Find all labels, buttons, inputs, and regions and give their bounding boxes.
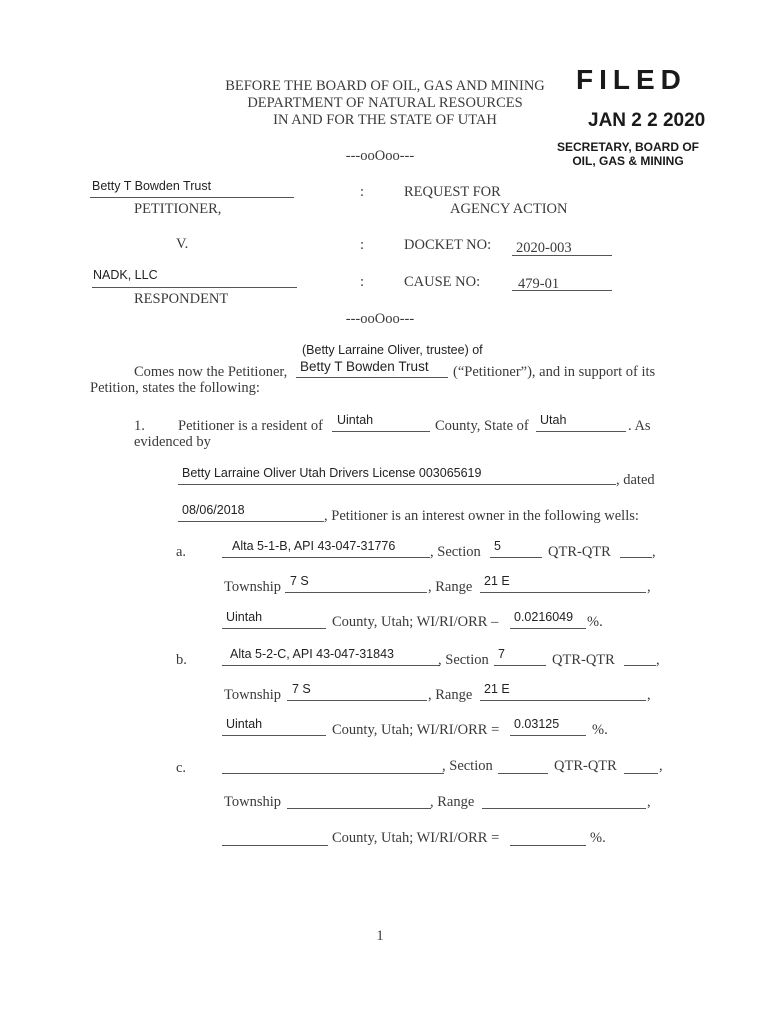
well-c-qtr-label: QTR-QTR: [554, 758, 617, 774]
well-a-letter: a.: [176, 544, 187, 560]
petitioner-name: Betty T Bowden Trust: [92, 179, 212, 193]
well-a-section-label: , Section: [430, 544, 481, 560]
well-a-qtr-label: QTR-QTR: [548, 544, 611, 560]
filed-stamp-line-2: OIL, GAS & MINING: [572, 154, 684, 168]
evidence-fill: Betty Larraine Oliver Utah Drivers License 003065619: [182, 466, 482, 480]
well-a-township-fill: 7 S: [290, 574, 309, 588]
filed-stamp-title: FILED: [576, 64, 687, 95]
caption-colon-3: :: [360, 274, 365, 290]
well-c-township-label: Township: [224, 794, 281, 810]
resident-county-line: [332, 431, 430, 432]
caption-colon-1: :: [360, 184, 365, 200]
page-number: 1: [376, 928, 384, 944]
well-a-section-line: [490, 557, 542, 558]
well-c-range-label: , Range: [430, 794, 475, 810]
well-a-name-fill: Alta 5-1-B, API 43-047-31776: [232, 539, 396, 553]
well-b-qtr-line: [624, 665, 656, 666]
resident-state-fill: Utah: [540, 413, 567, 427]
well-a-range-comma: ,: [647, 579, 651, 595]
well-a-qtr-comma: ,: [652, 544, 656, 560]
intro-tail: (“Petitioner”), and in support of its: [453, 364, 656, 380]
para-1-text-b: County, State of: [435, 418, 529, 434]
well-b-orr-line: [510, 735, 586, 736]
well-c-pct: %.: [590, 830, 606, 846]
well-b-name-fill: Alta 5-2-C, API 43-047-31843: [230, 647, 394, 661]
well-c-range-comma: ,: [647, 794, 651, 810]
request-line-2: AGENCY ACTION: [450, 201, 568, 217]
well-b-section-line: [494, 665, 546, 666]
license-date-fill: 08/06/2018: [182, 503, 245, 517]
docket-label: DOCKET NO:: [404, 237, 492, 253]
well-b-range-fill: 21 E: [484, 682, 510, 696]
separator-bottom: ---ooOoo---: [345, 311, 415, 327]
well-a-section-fill: 5: [494, 539, 501, 553]
well-a-range-fill: 21 E: [484, 574, 510, 588]
header-line-3: IN AND FOR THE STATE OF UTAH: [273, 112, 497, 128]
filed-stamp-date: JAN 2 2 2020: [588, 110, 706, 131]
evidenced-by: evidenced by: [134, 434, 211, 450]
well-c-orr-line: [510, 845, 586, 846]
well-b-qtr-label: QTR-QTR: [552, 652, 615, 668]
well-a-county-line: [222, 628, 326, 629]
well-c-county-line: [222, 845, 328, 846]
docket-value: 2020-003: [516, 240, 572, 256]
well-a-pct: %.: [587, 614, 603, 630]
respondent-name: NADK, LLC: [93, 268, 158, 282]
well-c-qtr-line: [624, 773, 658, 774]
well-a-range-label: , Range: [428, 579, 473, 595]
respondent-label: RESPONDENT: [134, 291, 229, 307]
well-b-county-line: [222, 735, 326, 736]
well-a-township-line: [285, 592, 427, 593]
comes-now-text: Comes now the Petitioner,: [134, 364, 288, 380]
well-a-range-line: [480, 592, 646, 593]
well-c-section-line: [498, 773, 548, 774]
well-c-name-line: [222, 773, 444, 774]
well-b-name-line: [222, 665, 440, 666]
resident-state-line: [536, 431, 626, 432]
well-b-township-label: Township: [224, 687, 281, 703]
well-a-orr-fill: 0.0216049: [514, 610, 574, 624]
para-1-number: 1.: [134, 418, 145, 434]
well-c-section-label: , Section: [442, 758, 493, 774]
well-a-township-label: Township: [224, 579, 281, 595]
caption-colon-2: :: [360, 237, 365, 253]
well-a-name-line: [222, 557, 430, 558]
well-a-orr-line: [510, 628, 586, 629]
trustee-note: (Betty Larraine Oliver, trustee) of: [302, 343, 483, 357]
well-a-qtr-line: [620, 557, 652, 558]
para-1-text-c: . As: [628, 418, 651, 434]
cause-value: 479-01: [518, 276, 560, 292]
intro-line-2: Petition, states the following:: [90, 380, 260, 396]
well-b-letter: b.: [176, 652, 187, 668]
well-b-township-line: [287, 700, 427, 701]
well-c-range-line: [482, 808, 646, 809]
well-a-county-label: County, Utah; WI/RI/ORR –: [332, 614, 499, 630]
well-b-range-label: , Range: [428, 687, 473, 703]
well-b-range-comma: ,: [647, 687, 651, 703]
well-b-orr-fill: 0.03125: [514, 717, 560, 731]
well-b-township-fill: 7 S: [292, 682, 311, 696]
resident-county-fill: Uintah: [337, 413, 374, 427]
versus: V.: [176, 236, 189, 252]
well-a-county-fill: Uintah: [226, 610, 263, 624]
well-b-qtr-comma: ,: [656, 652, 660, 668]
well-b-county-fill: Uintah: [226, 717, 263, 731]
well-b-range-line: [480, 700, 646, 701]
request-line-1: REQUEST FOR: [404, 184, 501, 200]
well-b-pct: %.: [592, 722, 608, 738]
well-c-qtr-comma: ,: [659, 758, 663, 774]
petitioner-name-line: [90, 197, 294, 198]
interest-owner-text: , Petitioner is an interest owner in the following wells:: [324, 508, 639, 524]
petitioner-fill-line: [296, 377, 448, 378]
para-1-text-a: Petitioner is a resident of: [178, 418, 323, 434]
separator-top: ---ooOoo---: [345, 148, 415, 164]
filed-stamp-line-1: SECRETARY, BOARD OF: [556, 140, 699, 154]
well-b-section-label: , Section: [438, 652, 489, 668]
petitioner-label: PETITIONER,: [134, 201, 222, 217]
license-date-line: [178, 521, 324, 522]
cause-line: [512, 290, 612, 291]
header-line-1: BEFORE THE BOARD OF OIL, GAS AND MINING: [225, 78, 545, 94]
respondent-name-line: [92, 287, 297, 288]
well-c-letter: c.: [176, 760, 187, 776]
petitioner-fill: Betty T Bowden Trust: [300, 359, 429, 374]
dated-text: , dated: [616, 472, 655, 488]
header-line-2: DEPARTMENT OF NATURAL RESOURCES: [247, 95, 523, 111]
docket-line: [512, 255, 612, 256]
cause-label: CAUSE NO:: [404, 274, 481, 290]
well-c-township-line: [287, 808, 431, 809]
well-b-section-fill: 7: [498, 647, 505, 661]
well-b-county-label: County, Utah; WI/RI/ORR =: [332, 722, 500, 738]
evidence-line: [178, 484, 616, 485]
well-c-county-label: County, Utah; WI/RI/ORR =: [332, 830, 500, 846]
